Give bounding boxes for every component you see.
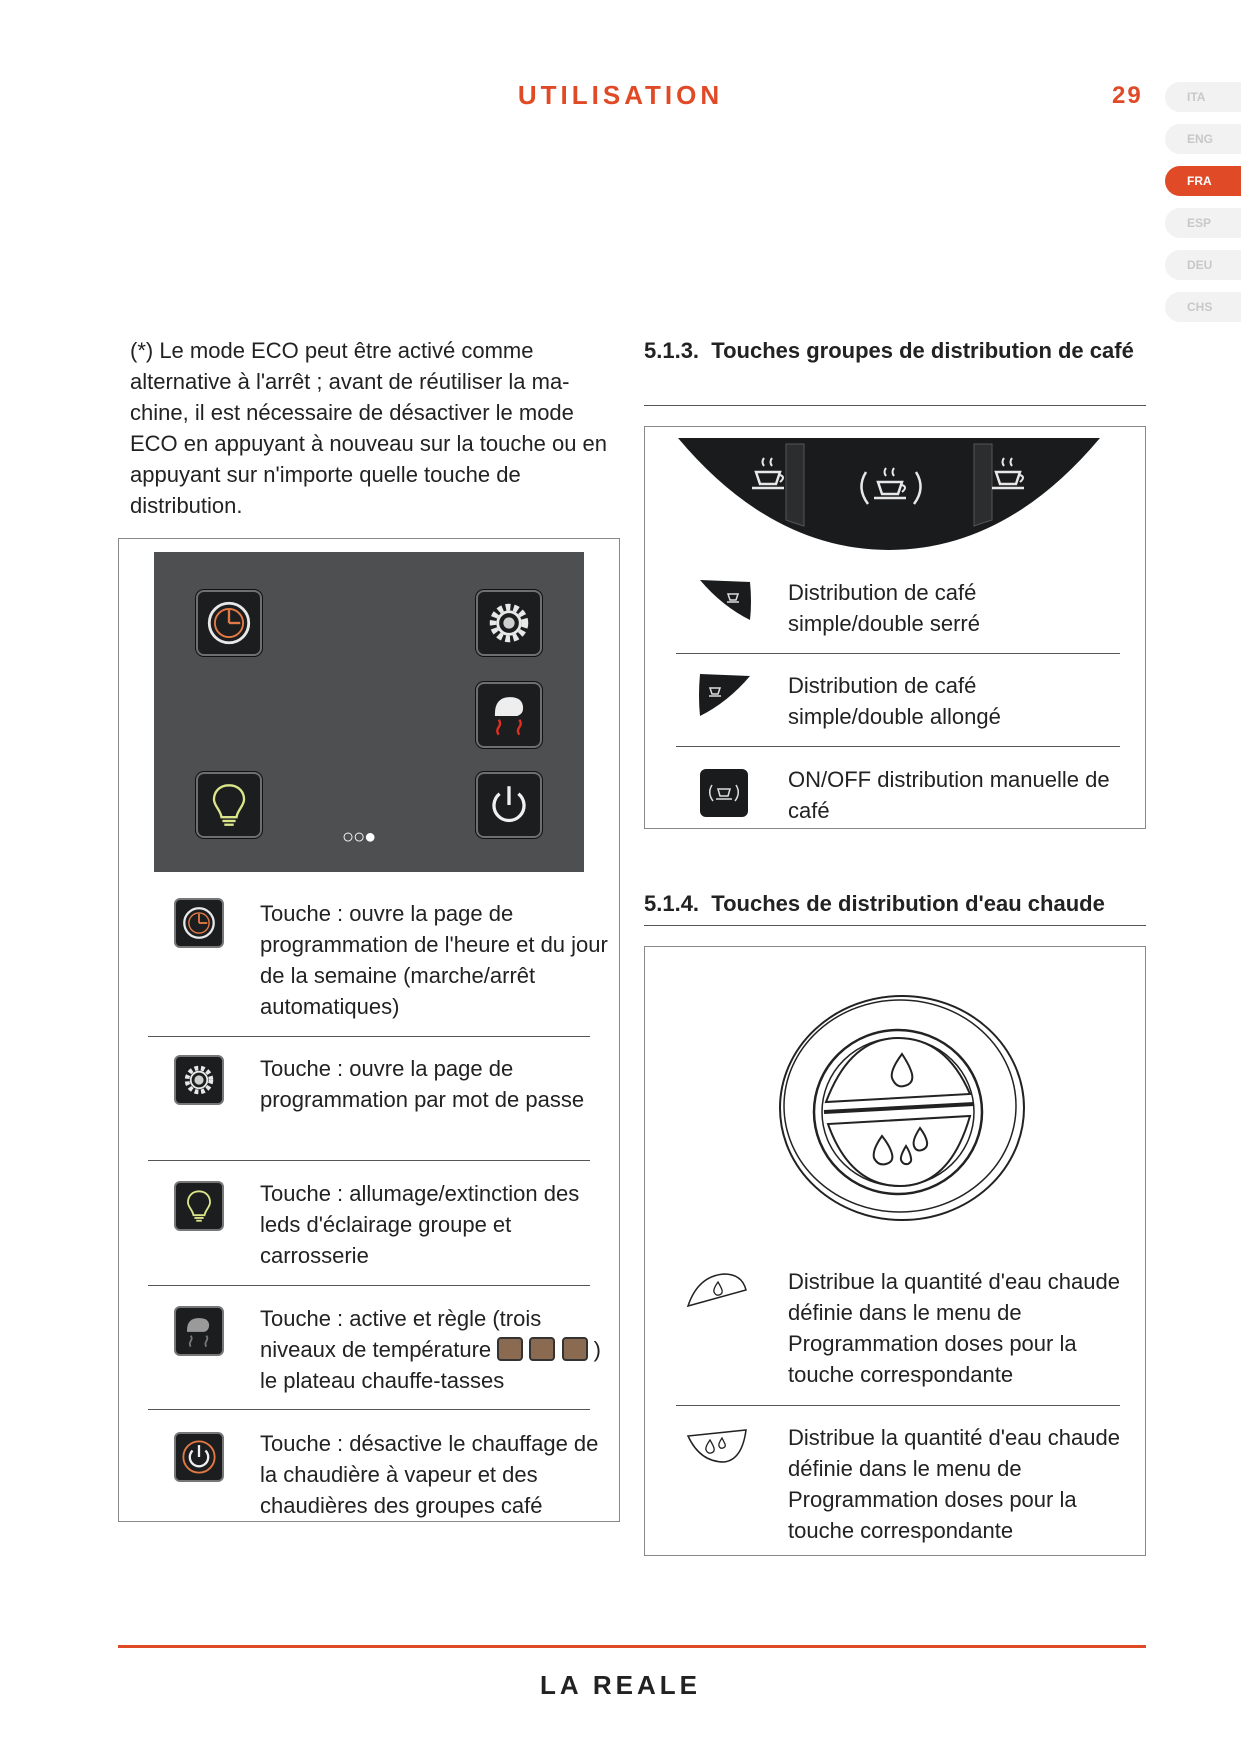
- cup-warmer-text-end: ) le plateau chauffe-tasses: [260, 1337, 601, 1393]
- power-button[interactable]: [476, 772, 542, 838]
- lightbulb-icon: [198, 774, 260, 836]
- temperature-level-1-icon: [497, 1337, 523, 1361]
- section-513-rule: [644, 405, 1146, 406]
- espresso-short-key-icon: [698, 578, 754, 624]
- hot-water-keypad: [770, 990, 1030, 1230]
- section-514-title: Touches de distribution d'eau chaude: [711, 891, 1105, 916]
- eco-mode-note: (*) Le mode ECO peut être activé comme alternative à l'arrêt ; avant de réutiliser la ma-chine, il est nécessaire de désactiver le mode ECO en appuyant à nouveau sur la touche ou en appuyant sur n'importe quelle touche de distribution.: [130, 338, 608, 518]
- gear-icon: [176, 1057, 222, 1103]
- footer-rule: [118, 1645, 1146, 1648]
- espresso-long-key-icon: [698, 672, 754, 718]
- section-514-number: 5.1.4.: [644, 891, 700, 916]
- section-513-heading: [644, 335, 1144, 367]
- light-button[interactable]: [196, 772, 262, 838]
- page-indicator: ○○●: [342, 826, 376, 848]
- section-514-heading: [644, 888, 1154, 920]
- temperature-level-3-icon: [562, 1337, 588, 1361]
- legend-clock-text: Touche : ouvre la page de programmation de l'heure et du jour de la semaine (marche/arrêt automatiques): [260, 901, 608, 1019]
- temperature-level-2-icon: [529, 1337, 555, 1361]
- power-icon: [478, 774, 540, 836]
- section-513-number: 5.1.3.: [644, 338, 700, 363]
- lang-tab-deu[interactable]: DEU: [1165, 250, 1241, 280]
- legend-power-icon: [174, 1432, 224, 1482]
- divider: [148, 1160, 590, 1161]
- cup-warmer-text-start: Touche : active et règle (trois niveaux de température: [260, 1306, 542, 1362]
- coffee-group-keypad: [676, 436, 1102, 552]
- legend-gear-icon: [174, 1055, 224, 1105]
- power-icon: [176, 1434, 222, 1480]
- section-513-title: Touches groupes de distribution de café: [711, 338, 1134, 363]
- lang-tab-esp[interactable]: ESP: [1165, 208, 1241, 238]
- manual-coffee-key-icon: [698, 767, 750, 819]
- lang-tab-fra[interactable]: FRA: [1165, 166, 1241, 196]
- legend-gear-text: Touche : ouvre la page de programmation par mot de passe: [260, 1056, 585, 1112]
- divider: [676, 653, 1120, 654]
- section-514-rule: [644, 925, 1146, 926]
- single-drop-icon: [892, 1054, 913, 1086]
- lang-tab-eng[interactable]: ENG: [1165, 124, 1241, 154]
- divider: [676, 746, 1120, 747]
- legend-cup-warmer-text: [260, 1303, 610, 1396]
- espresso-short-text: Distribution de café simple/double serré: [788, 580, 980, 636]
- clock-button[interactable]: [196, 590, 262, 656]
- legend-power-text: Touche : désactive le chauffage de la chaudière à vapeur et des chaudières des groupes café: [260, 1431, 599, 1518]
- legend-lightbulb-icon: [174, 1181, 224, 1231]
- gear-icon: [478, 592, 540, 654]
- footer-brand: LA REALE: [539, 1670, 702, 1700]
- divider: [148, 1285, 590, 1286]
- divider: [148, 1409, 590, 1410]
- section-title: UTILISATION: [517, 80, 724, 110]
- legend-lightbulb-text: Touche : allumage/extinction des leds d'éclairage groupe et carrosserie: [260, 1181, 580, 1268]
- single-drop-text: Distribue la quantité d'eau chaude définie dans le menu de Programmation doses pour la touche correspondante: [788, 1269, 1120, 1387]
- display-panel: [154, 552, 584, 872]
- cup-warmer-icon: [176, 1308, 222, 1354]
- espresso-long-text: Distribution de café simple/double allongé: [788, 673, 1001, 729]
- double-drop-icon: [874, 1128, 927, 1164]
- legend-clock-icon: [174, 898, 224, 948]
- page-number: 29: [1112, 82, 1143, 109]
- manual-coffee-text: ON/OFF distribution manuelle de café: [788, 767, 1110, 823]
- cup-warmer-icon: [478, 684, 540, 746]
- cup-warmer-button[interactable]: [476, 682, 542, 748]
- lang-tab-ita[interactable]: ITA: [1165, 82, 1241, 112]
- legend-cup-warmer-icon: [174, 1306, 224, 1356]
- double-drop-key-icon: [684, 1426, 750, 1466]
- lightbulb-icon: [176, 1183, 222, 1229]
- lang-tab-chs[interactable]: CHS: [1165, 292, 1241, 322]
- clock-icon: [176, 900, 222, 946]
- clock-icon: [198, 592, 260, 654]
- divider: [148, 1036, 590, 1037]
- single-drop-key-icon: [684, 1270, 750, 1310]
- double-drop-text: Distribue la quantité d'eau chaude définie dans le menu de Programmation doses pour la touche correspondante: [788, 1425, 1120, 1543]
- gear-button[interactable]: [476, 590, 542, 656]
- divider: [676, 1405, 1120, 1406]
